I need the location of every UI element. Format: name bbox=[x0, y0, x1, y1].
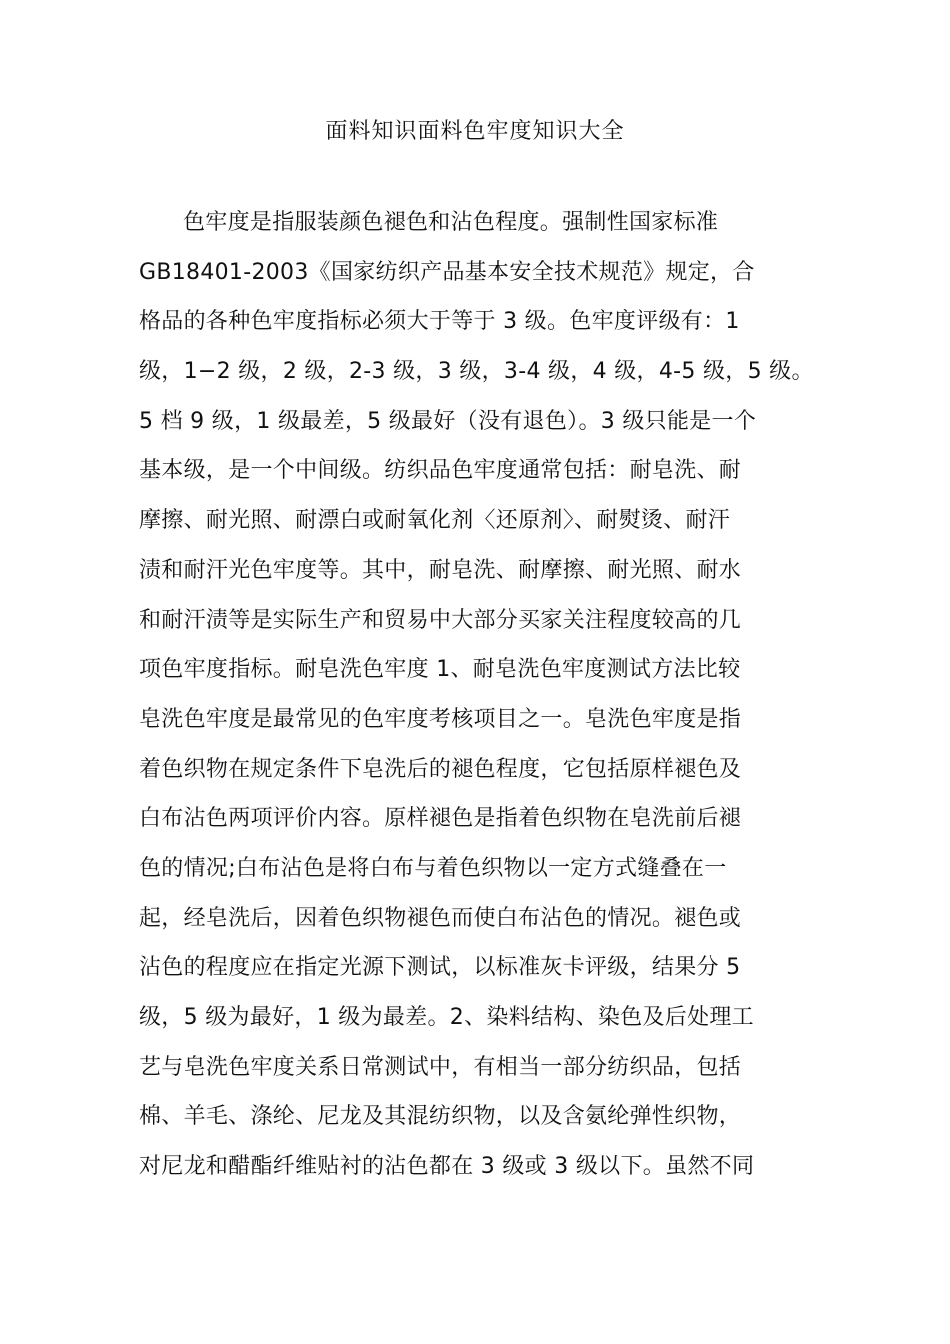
document-body bbox=[139, 198, 819, 1192]
paragraph-line: 白布沾色两项评价内容。原样褪色是指着色织物在皂洗前后褪 bbox=[139, 806, 742, 832]
paragraph-line: 渍和耐汗光色牢度等。其中，耐皂洗、耐摩擦、耐光照、耐水 bbox=[139, 557, 742, 583]
paragraph-line: 沾色的程度应在指定光源下测试，以标准灰卡评级，结果分 5 bbox=[139, 955, 741, 981]
paragraph-line: 级，1−2 级，2 级，2-3 级，3 级，3-4 级，4 级，4-5 级，5 级。 bbox=[139, 359, 814, 385]
paragraph-line: 级，5 级为最好，1 级为最差。2、染料结构、染色及后处理工 bbox=[139, 1005, 754, 1030]
paragraph-line: 起，经皂洗后，因着色织物褪色而使白布沾色的情况。褪色或 bbox=[139, 905, 742, 931]
paragraph-line: 项色牢度指标。耐皂洗色牢度 1、耐皂洗色牢度测试方法比较 bbox=[139, 657, 741, 683]
paragraph-line: GB18401-2003《国家纺织产品基本安全技术规范》规定，合 bbox=[139, 259, 755, 285]
paragraph-line: 色牢度是指服装颜色褪色和沾色程度。强制性国家标准 bbox=[183, 210, 719, 235]
paragraph-line: 棉、羊毛、涤纶、尼龙及其混纺织物，以及含氨纶弹性织物， bbox=[139, 1104, 742, 1130]
paragraph-line: 和耐汗渍等是实际生产和贸易中大部分买家关注程度较高的几 bbox=[139, 607, 742, 633]
paragraph-line: 色的情况;白布沾色是将白布与着色织物以一定方式缝叠在一 bbox=[139, 855, 727, 881]
paragraph-line: 着色织物在规定条件下皂洗后的褪色程度，它包括原样褪色及 bbox=[139, 756, 742, 782]
paragraph-line: 基本级，是一个中间级。纺织品色牢度通常包括：耐皂洗、耐 bbox=[139, 458, 742, 484]
paragraph-line: 对尼龙和醋酯纤维贴衬的沾色都在 3 级或 3 级以下。虽然不同 bbox=[139, 1154, 755, 1180]
paragraph-line: 皂洗色牢度是最常见的色牢度考核项目之一。皂洗色牢度是指 bbox=[139, 706, 742, 732]
paragraph-line: 艺与皂洗色牢度关系日常测试中，有相当一部分纺织品，包括 bbox=[139, 1054, 742, 1080]
paragraph-line: 摩擦、耐光照、耐漂白或耐氧化剂〈还原剂〉、耐熨烫、耐汗 bbox=[139, 508, 731, 534]
paragraph-line: 格品的各种色牢度指标必须大于等于 3 级。色牢度评级有：1 bbox=[139, 309, 740, 335]
document-title: 面料知识面料色牢度知识大全 bbox=[325, 119, 625, 144]
paragraph-line: 5 档 9 级，1 级最差，5 级最好（没有退色）。3 级只能是一个 bbox=[139, 408, 757, 434]
